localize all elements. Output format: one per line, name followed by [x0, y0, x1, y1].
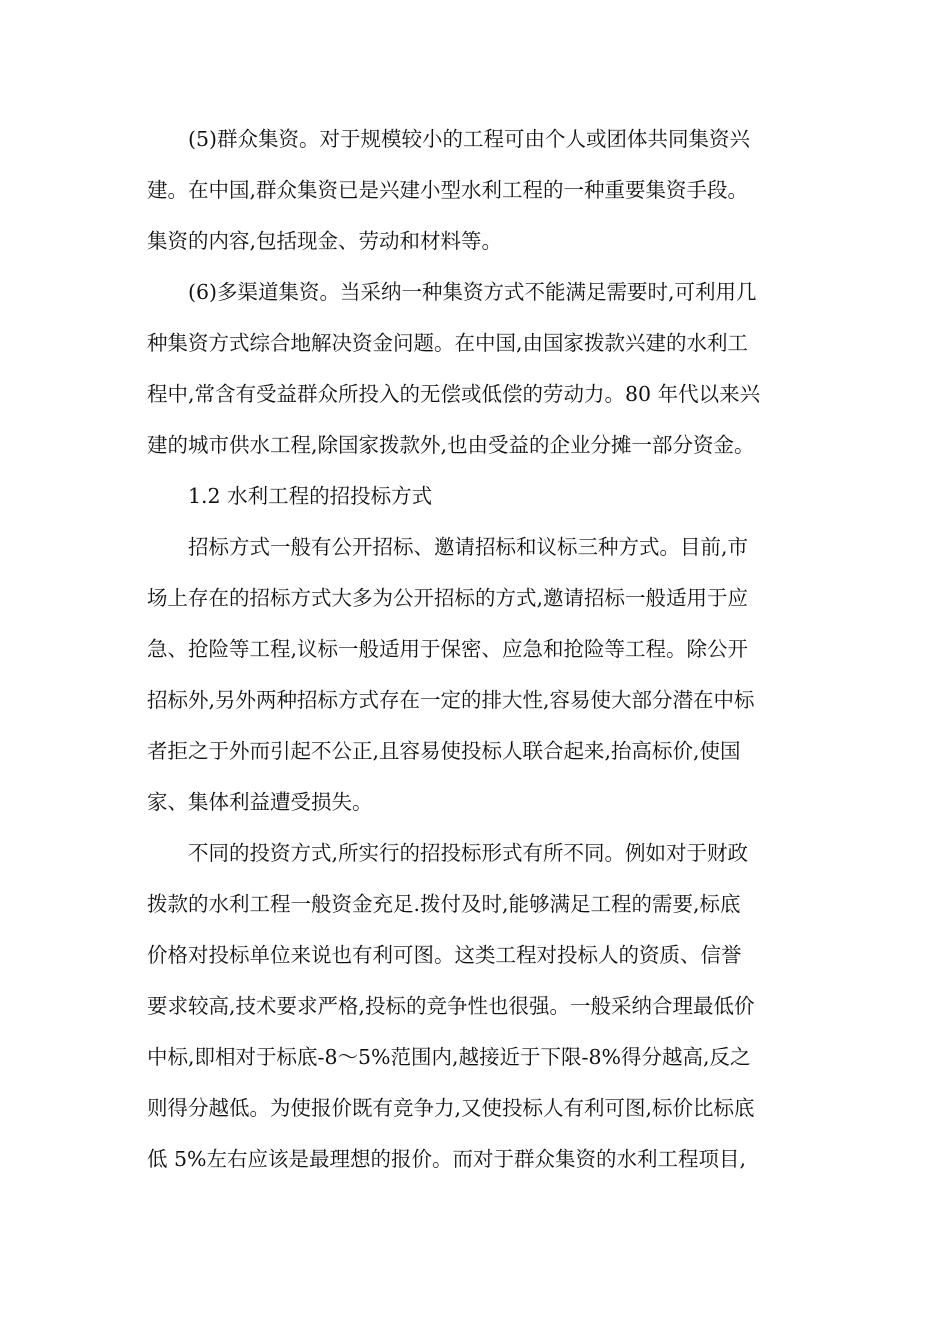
text-line: 建。在中国,群众集资已是兴建小型水利工程的一种重要集资手段。	[147, 178, 749, 202]
text-line: 家、集体利益遭受损失。	[147, 790, 373, 814]
section-heading: 1.2 水利工程的招投标方式	[188, 484, 433, 508]
text-line: 价格对投标单位来说也有利可图。这类工程对投标人的资质、信誉	[147, 943, 742, 967]
text-line: 不同的投资方式,所实行的招投标形式有所不同。例如对于财政	[188, 841, 749, 865]
text-line: 建的城市供水工程,除国家拨款外,也由受益的企业分摊一部分资金。	[147, 433, 755, 457]
text-line: 则得分越低。为使报价既有竞争力,又使投标人有利可图,标价比标底	[147, 1096, 755, 1120]
text-line: 程中,常含有受益群众所投入的无偿或低偿的劳动力。80 年代以来兴	[147, 382, 761, 406]
text-line: 招标外,另外两种招标方式存在一定的排大性,容易使大部分潜在中标	[147, 688, 755, 712]
text-line: 低 5%左右应该是最理想的报价。而对于群众集资的水利工程项目,	[147, 1147, 747, 1171]
text-line: (6)多渠道集资。当采纳一种集资方式不能满足需要时,可利用几	[188, 280, 757, 304]
text-line: (5)群众集资。对于规模较小的工程可由个人或团体共同集资兴	[188, 127, 751, 151]
text-line: 急、抢险等工程,议标一般适用于保密、应急和抢险等工程。除公开	[147, 637, 749, 661]
text-line: 中标,即相对于标底-8～5%范围内,越接近于下限-8%得分越高,反之	[147, 1045, 751, 1069]
text-line: 种集资方式综合地解决资金问题。在中国,由国家拨款兴建的水利工	[147, 331, 749, 355]
text-line: 者拒之于外而引起不公正,且容易使投标人联合起来,抬高标价,使国	[147, 739, 741, 763]
text-line: 拨款的水利工程一般资金充足.拨付及时,能够满足工程的需要,标底	[147, 892, 741, 916]
text-line: 场上存在的招标方式大多为公开招标的方式,邀请招标一般适用于应	[147, 586, 749, 610]
text-line: 要求较高,技术要求严格,投标的竞争性也很强。一般采纳合理最低价	[147, 994, 755, 1018]
text-line: 集资的内容,包括现金、劳动和材料等。	[147, 229, 503, 253]
text-line: 招标方式一般有公开招标、邀请招标和议标三种方式。目前,市	[188, 535, 749, 559]
